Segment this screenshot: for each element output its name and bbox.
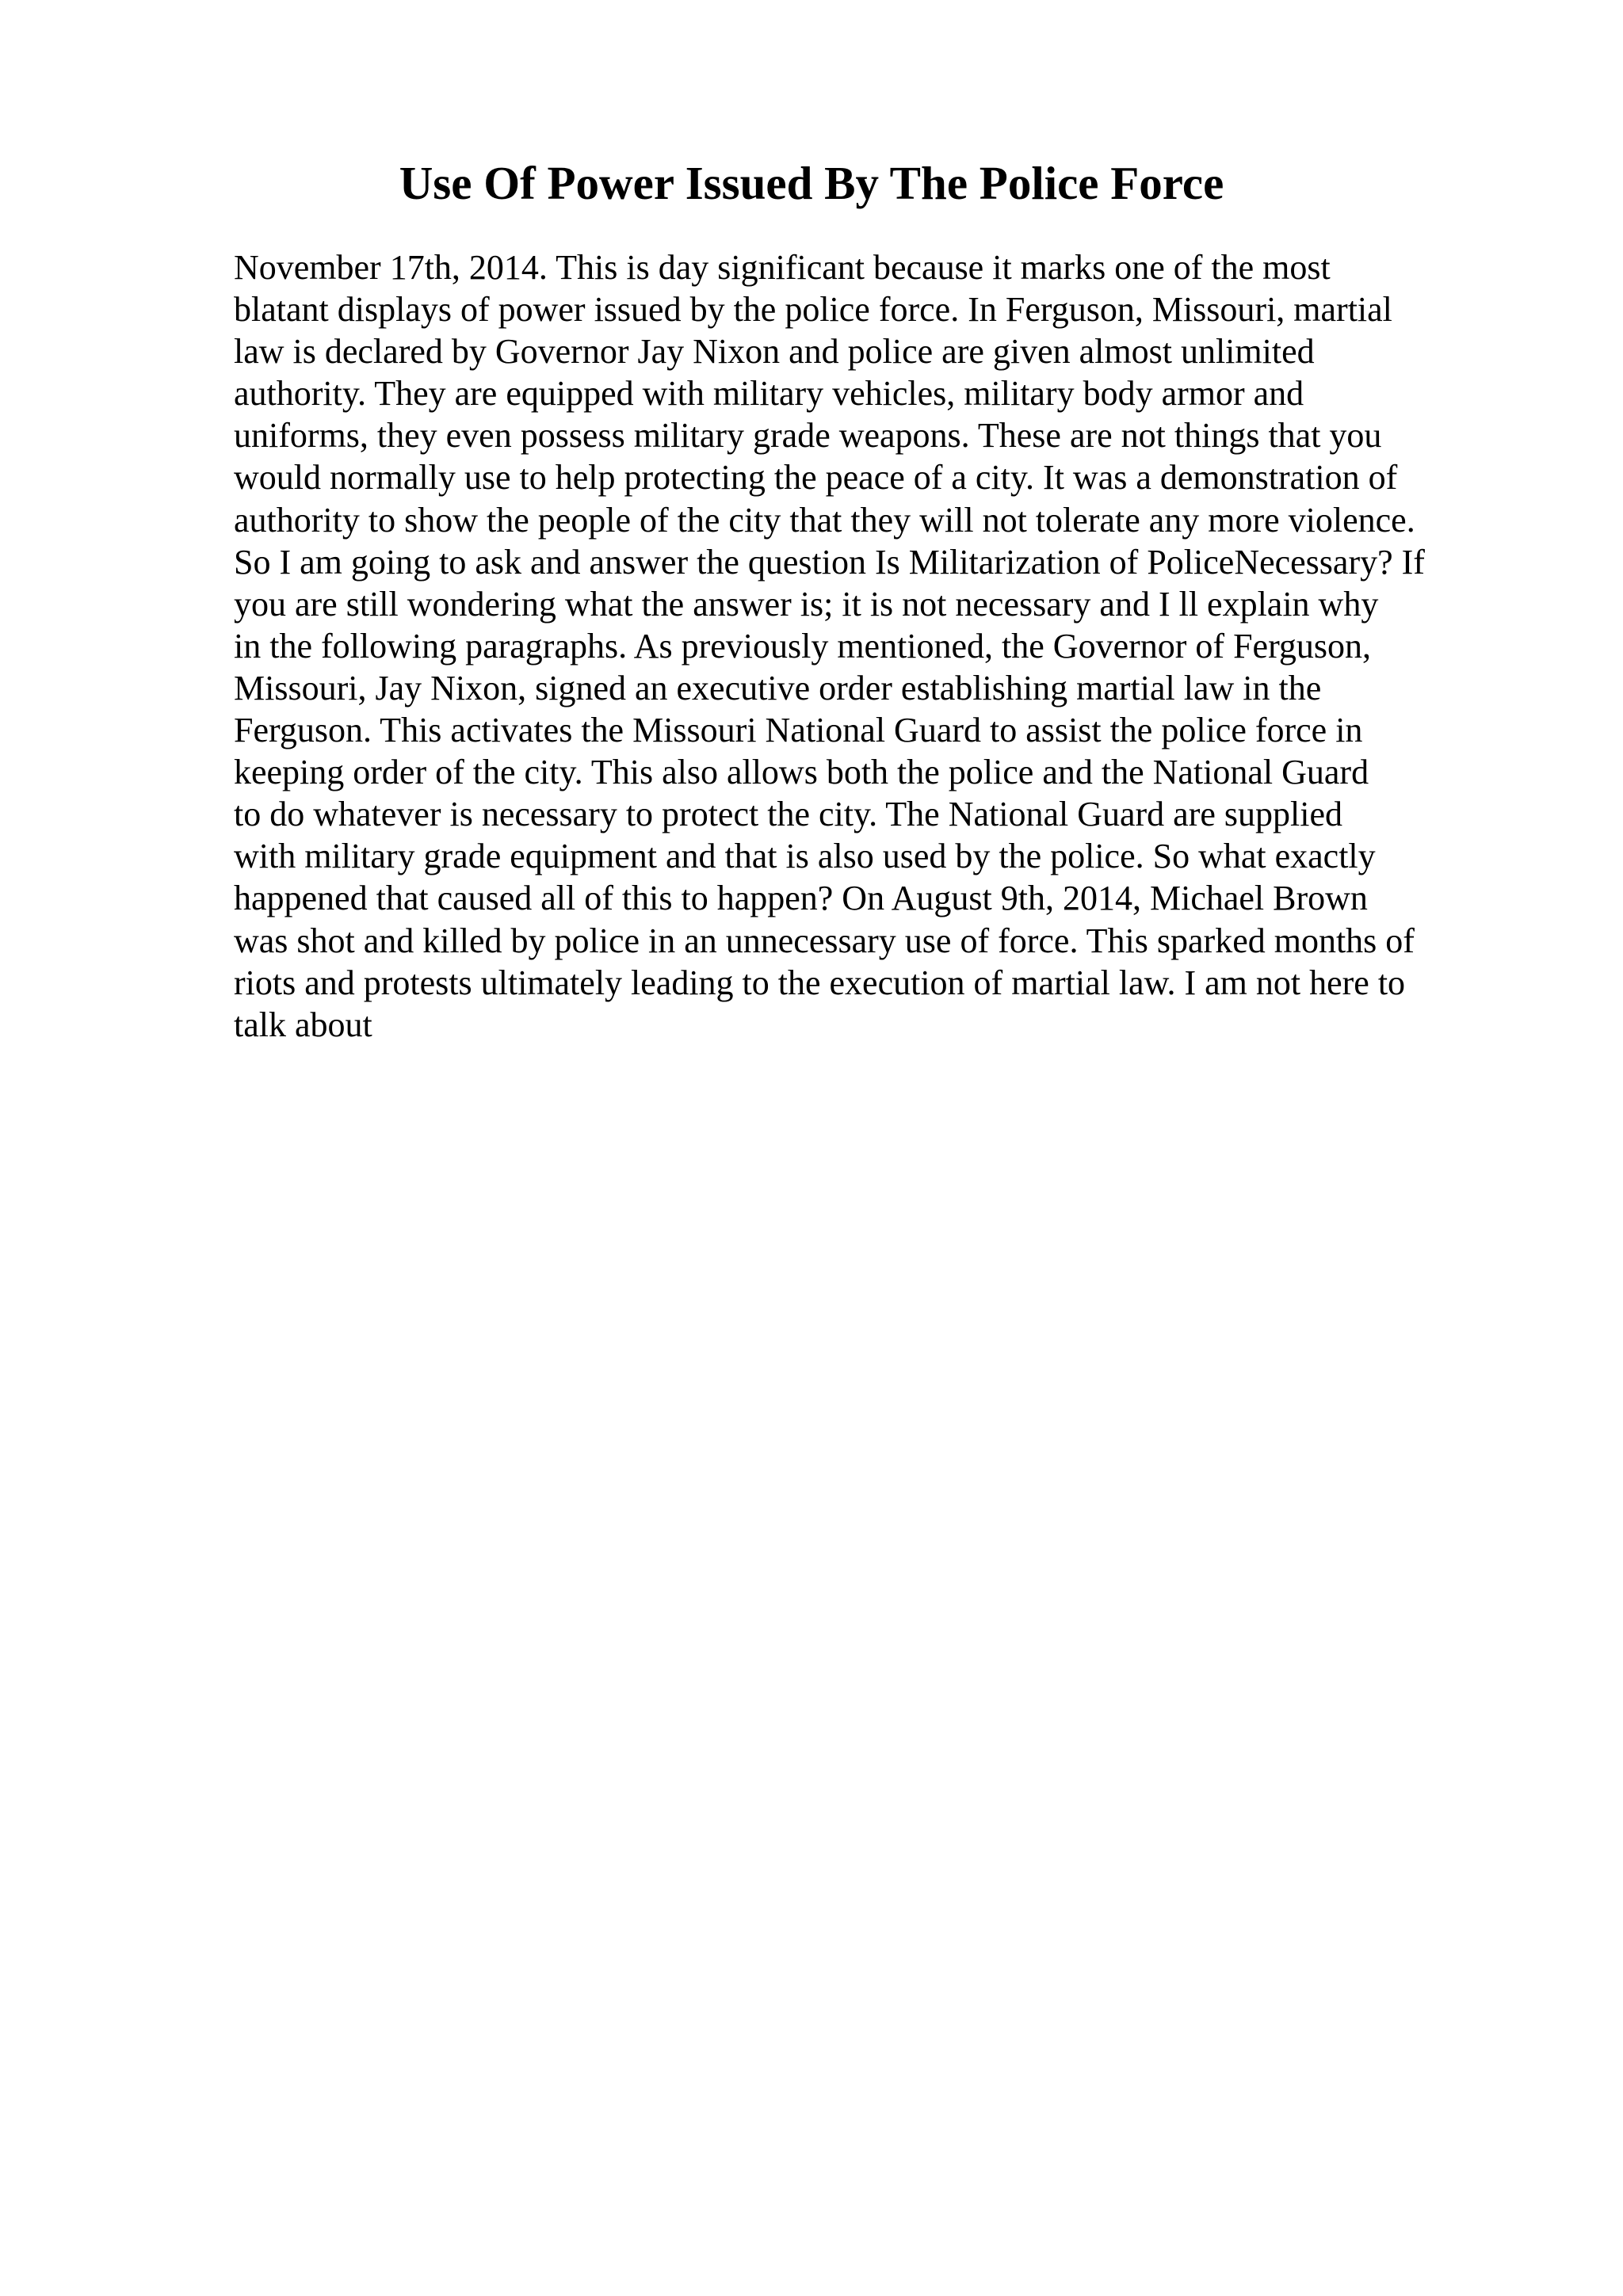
- body-line: talk about: [234, 1005, 372, 1044]
- body-line: Ferguson. This activates the Missouri National Guard to assist the police force in: [234, 711, 1363, 750]
- body-line: you are still wondering what the answer is; it is not necessary and I ll explain why: [234, 584, 1379, 624]
- body-line: riots and protests ultimately leading to the execution of martial law. I am not here to: [234, 963, 1406, 1002]
- body-line: happened that caused all of this to happen? On August 9th, 2014, Michael Brown: [234, 879, 1368, 918]
- body-line: November 17th, 2014. This is day significant because it marks one of the most: [234, 248, 1331, 287]
- body-line: keeping order of the city. This also allows both the police and the National Guard: [234, 753, 1369, 792]
- body-line: blatant displays of power issued by the police force. In Ferguson, Missouri, martial: [234, 290, 1392, 330]
- document-title: Use Of Power Issued By The Police Force: [399, 157, 1224, 209]
- body-line: in the following paragraphs. As previously mentioned, the Governor of Ferguson,: [234, 626, 1372, 666]
- body-line: with military grade equipment and that is also used by the police. So what exactly: [234, 837, 1376, 876]
- body-line: was shot and killed by police in an unnecessary use of force. This sparked months of: [234, 921, 1415, 960]
- body-line: So I am going to ask and answer the question Is Militarization of PoliceNecessary? If: [234, 542, 1425, 582]
- body-line: authority. They are equipped with military vehicles, military body armor and: [234, 374, 1304, 414]
- body-line: law is declared by Governor Jay Nixon and police are given almost unlimited: [234, 332, 1315, 372]
- body-line: Missouri, Jay Nixon, signed an executive order establishing martial law in the: [234, 668, 1322, 707]
- body-line: would normally use to help protecting the peace of a city. It was a demonstration of: [234, 458, 1398, 498]
- document-body: [234, 246, 1533, 1046]
- body-line: authority to show the people of the city that they will not tolerate any more violence.: [234, 500, 1415, 540]
- body-line: uniforms, they even possess military grade weapons. These are not things that you: [234, 416, 1382, 456]
- body-line: to do whatever is necessary to protect the city. The National Guard are supplied: [234, 795, 1342, 834]
